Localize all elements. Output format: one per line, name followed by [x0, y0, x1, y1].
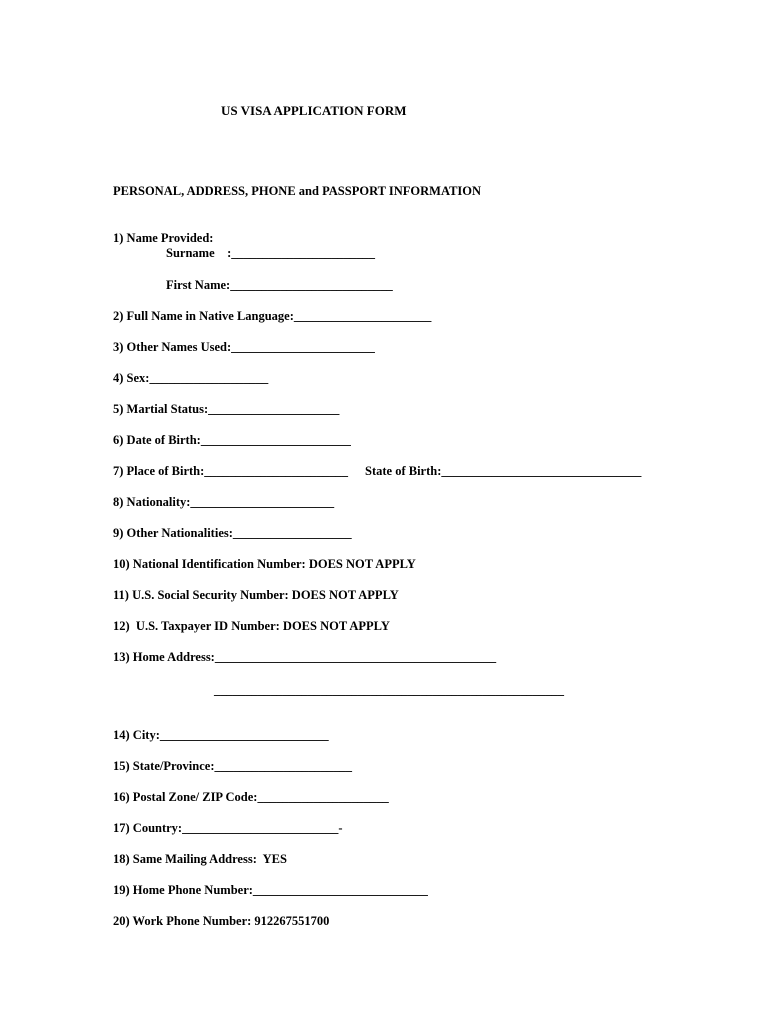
- field-city: 14) City:___________________________: [113, 728, 329, 742]
- field-country: 17) Country:_________________________-: [113, 821, 343, 835]
- field-native-name: 2) Full Name in Native Language:______________________: [113, 309, 432, 323]
- field-taxpayer-id: 12) U.S. Taxpayer ID Number: DOES NOT APPLY: [113, 619, 390, 633]
- field-surname: Surname :_______________________: [166, 246, 376, 260]
- field-other-nationalities: 9) Other Nationalities:___________________: [113, 526, 352, 540]
- field-same-mailing-address: 18) Same Mailing Address: YES: [113, 852, 287, 866]
- form-title: US VISA APPLICATION FORM: [221, 103, 407, 118]
- field-home-phone: 19) Home Phone Number:____________________________: [113, 883, 428, 897]
- field-postal-code: 16) Postal Zone/ ZIP Code:_____________________: [113, 790, 389, 804]
- field-state-province: 15) State/Province:______________________: [113, 759, 352, 773]
- section-heading: PERSONAL, ADDRESS, PHONE and PASSPORT INFORMATION: [113, 184, 482, 198]
- field-first-name: First Name:__________________________: [166, 278, 393, 292]
- field-work-phone: 20) Work Phone Number: 912267551700: [113, 914, 330, 928]
- field-place-of-birth: 7) Place of Birth:_______________________: [113, 464, 349, 478]
- field-date-of-birth: 6) Date of Birth:________________________: [113, 433, 351, 447]
- field-other-names: 3) Other Names Used:_______________________: [113, 340, 375, 354]
- field-sex: 4) Sex:___________________: [113, 371, 269, 385]
- field-home-address: 13) Home Address:_____________________________________________: [113, 650, 497, 664]
- field-national-id: 10) National Identification Number: DOES NOT APPLY: [113, 557, 416, 571]
- field-nationality: 8) Nationality:_______________________: [113, 495, 335, 509]
- field-state-of-birth: State of Birth:________________________________: [365, 464, 642, 478]
- field-marital-status: 5) Martial Status:_____________________: [113, 402, 340, 416]
- field-ssn: 11) U.S. Social Security Number: DOES NOT APPLY: [113, 588, 399, 602]
- field-name-provided: 1) Name Provided:: [113, 231, 214, 245]
- field-home-address-line2: ________________________________________________________: [214, 683, 564, 697]
